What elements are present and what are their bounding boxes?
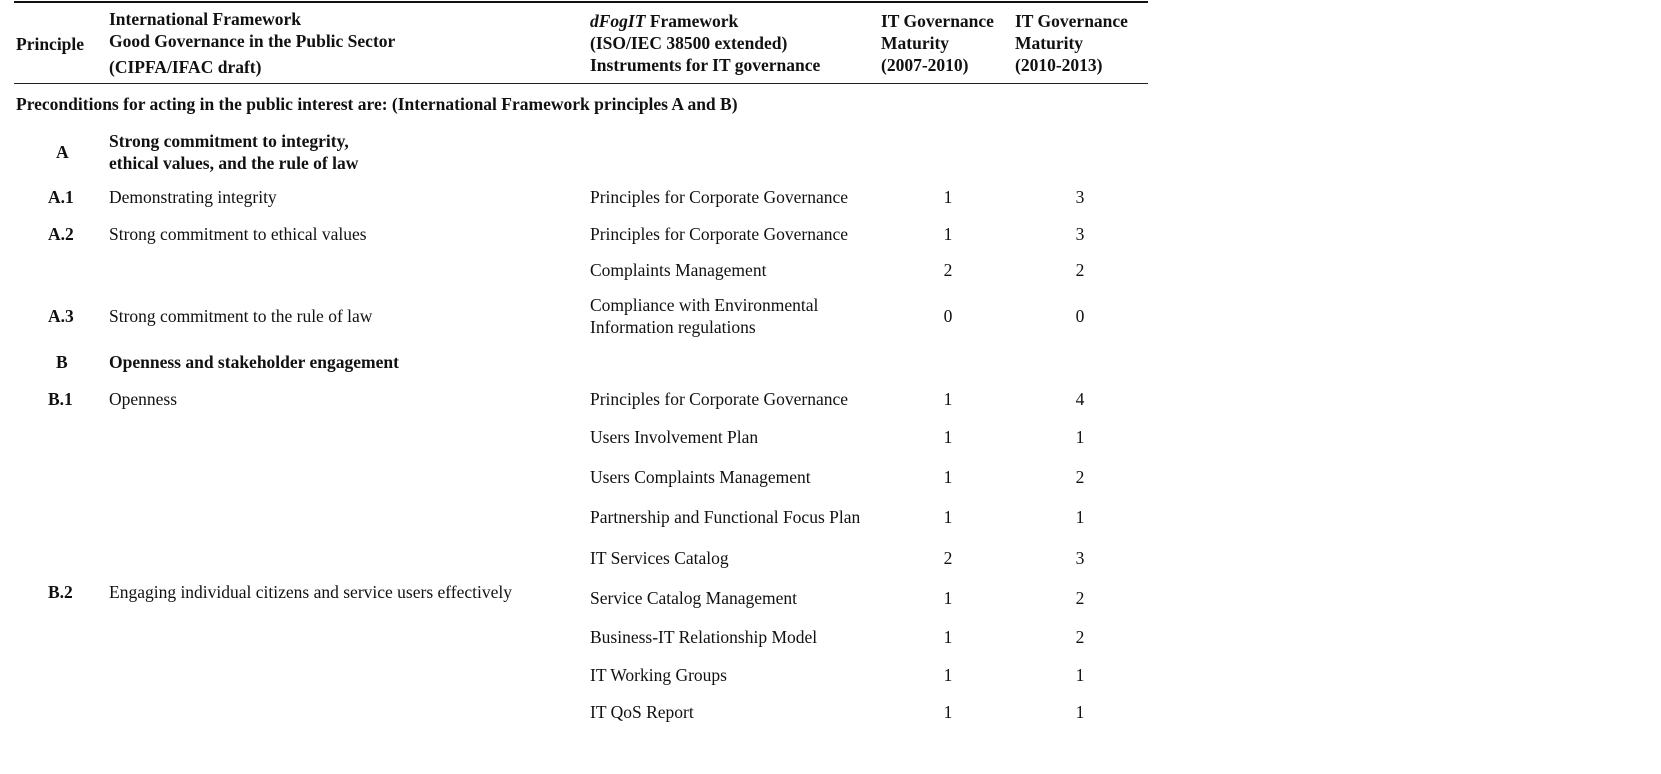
row-maturity-2007: 1 — [943, 224, 953, 244]
row-id: A.2 — [48, 224, 74, 244]
group-title-b: Openness and stakeholder engagement — [109, 352, 399, 372]
row-maturity-2007: 2 — [943, 548, 953, 568]
row-instrument: Users Involvement Plan — [590, 427, 759, 447]
section-note: Preconditions for acting in the public interest are: (International Framework principles A and B) — [16, 94, 738, 114]
row-id: A.1 — [48, 187, 74, 207]
row-instrument: Users Complaints Management — [590, 467, 811, 487]
row-maturity-2010: 3 — [1075, 187, 1085, 207]
group-title-a-line2: ethical values, and the rule of law — [109, 153, 359, 173]
row-maturity-2007: 2 — [943, 260, 953, 280]
header-maturity2-line1: IT Governance — [1015, 11, 1128, 31]
row-instrument: Complaints Management — [590, 260, 767, 280]
row-maturity-2010: 3 — [1075, 224, 1085, 244]
row-instrument: Service Catalog Management — [590, 588, 798, 608]
row-instrument: Business-IT Relationship Model — [590, 627, 818, 647]
header-dfogit-line2: (ISO/IEC 38500 extended) — [590, 33, 788, 53]
dfogit-framework: Framework — [645, 11, 739, 31]
header-maturity1-line1: IT Governance — [881, 11, 994, 31]
dfogit-name: dFogIT — [590, 11, 646, 31]
header-maturity1-line2: Maturity — [881, 33, 950, 53]
row-principle: Demonstrating integrity — [109, 187, 277, 207]
row-instrument-line1: Compliance with Environmental — [590, 295, 819, 315]
group-title-a-line1: Strong commitment to integrity, — [109, 131, 349, 151]
row-instrument: Principles for Corporate Governance — [590, 224, 849, 244]
row-instrument: Principles for Corporate Governance — [590, 187, 849, 207]
row-instrument: IT QoS Report — [590, 702, 694, 722]
row-instrument: Partnership and Functional Focus Plan — [590, 507, 861, 527]
row-maturity-2010: 1 — [1075, 507, 1085, 527]
header-maturity1-line3: (2007-2010) — [881, 55, 969, 75]
row-instrument: Principles for Corporate Governance — [590, 389, 849, 409]
row-maturity-2010: 1 — [1075, 427, 1085, 447]
header-maturity2-line2: Maturity — [1015, 33, 1084, 53]
row-maturity-2010: 1 — [1075, 665, 1085, 685]
row-maturity-2007: 1 — [943, 627, 953, 647]
row-maturity-2007: 1 — [943, 187, 953, 207]
header-intl-line1: International Framework — [109, 9, 301, 29]
row-maturity-2007: 1 — [943, 507, 953, 527]
header-principle: Principle — [16, 34, 85, 54]
group-id-b: B — [56, 352, 68, 372]
row-maturity-2007: 1 — [943, 588, 953, 608]
row-maturity-2010: 0 — [1075, 306, 1085, 326]
row-maturity-2007: 1 — [943, 389, 953, 409]
row-maturity-2010: 3 — [1075, 548, 1085, 568]
row-maturity-2010: 2 — [1075, 588, 1085, 608]
row-maturity-2007: 1 — [943, 467, 953, 487]
row-principle: Strong commitment to the rule of law — [109, 306, 373, 326]
header-dfogit-line1 — [590, 10, 738, 32]
row-maturity-2010: 2 — [1075, 627, 1085, 647]
header-maturity2-line3: (2010-2013) — [1015, 55, 1103, 75]
header-intl-line3: (CIPFA/IFAC draft) — [109, 57, 262, 77]
row-id: B.2 — [48, 582, 73, 602]
row-instrument: IT Services Catalog — [590, 548, 729, 568]
row-maturity-2007: 0 — [943, 306, 953, 326]
row-maturity-2010: 4 — [1075, 389, 1085, 409]
row-maturity-2010: 1 — [1075, 702, 1085, 722]
row-maturity-2007: 1 — [943, 665, 953, 685]
group-id-a: A — [56, 142, 69, 162]
header-rule — [14, 83, 1148, 84]
row-principle: Engaging individual citizens and service users effectively — [109, 582, 513, 602]
row-principle: Strong commitment to ethical values — [109, 224, 367, 244]
row-instrument: IT Working Groups — [590, 665, 727, 685]
row-id: A.3 — [48, 306, 74, 326]
row-maturity-2007: 1 — [943, 702, 953, 722]
row-id: B.1 — [48, 389, 73, 409]
row-instrument-line2: Information regulations — [590, 317, 756, 337]
header-intl-line2: Good Governance in the Public Sector — [109, 31, 396, 51]
table-top-rule — [14, 1, 1148, 3]
row-principle: Openness — [109, 389, 178, 409]
row-maturity-2010: 2 — [1075, 260, 1085, 280]
header-dfogit-line3: Instruments for IT governance — [590, 55, 821, 75]
row-maturity-2007: 1 — [943, 427, 953, 447]
row-maturity-2010: 2 — [1075, 467, 1085, 487]
